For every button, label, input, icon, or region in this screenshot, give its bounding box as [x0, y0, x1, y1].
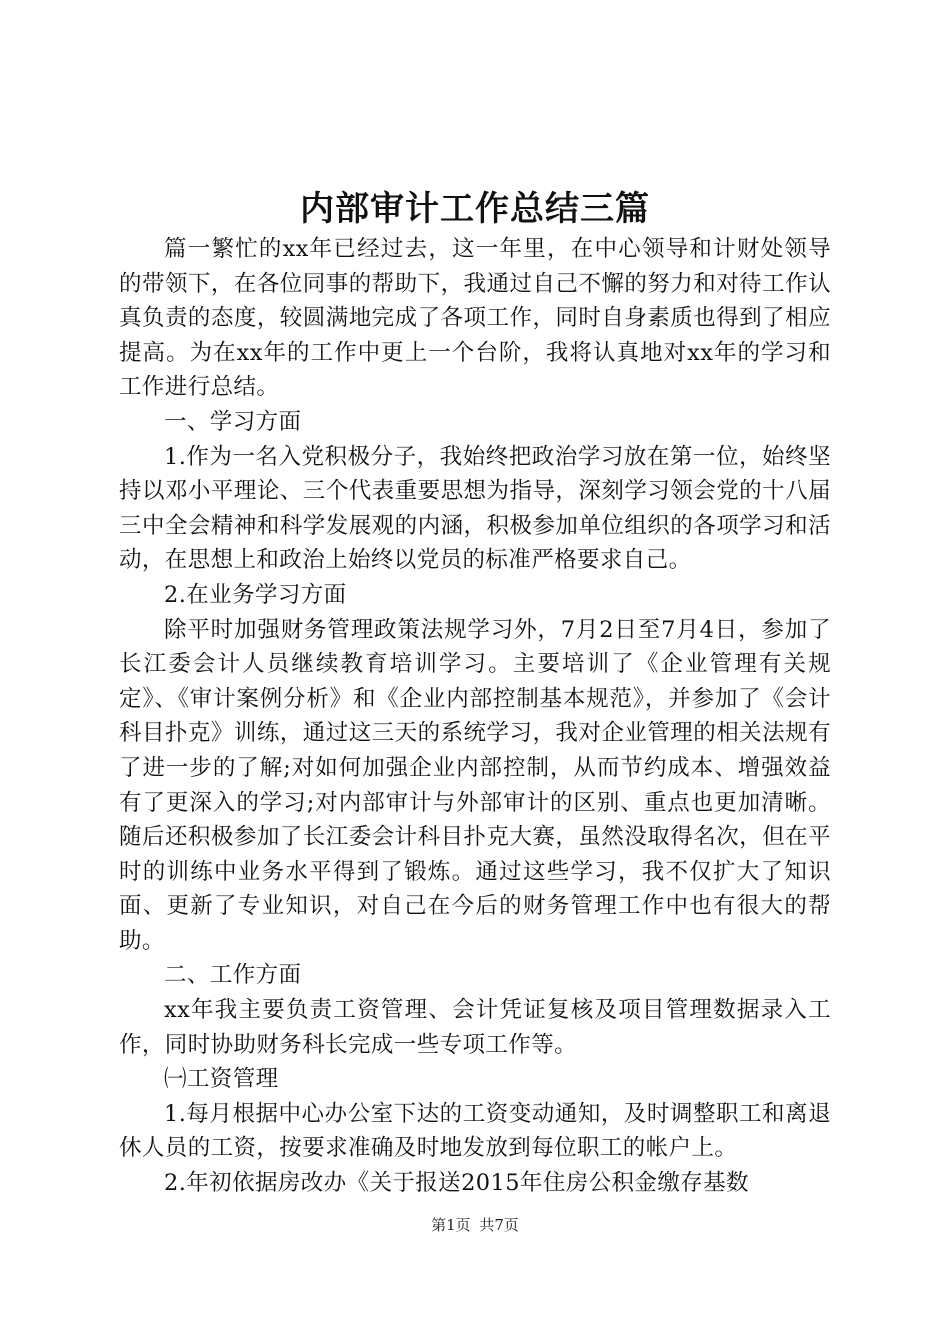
- paragraph-housing-fund: 2.年初依据房改办《关于报送2015年住房公积金缴存基数: [164, 1170, 749, 1197]
- page-total: 共7页: [479, 1216, 519, 1234]
- paragraph-political-study: 1.作为一名入党积极分子，我始终把政治学习放在第一位，始终坚持以邓小平理论、三个代表重要思想为指导，深刻学习领会党的十八届三中全会精神和科学发展观的内涵，积极参加单位组织的各项学习和活动，在思想上和政治上始终以党员的标准严格要求自己。: [119, 443, 831, 574]
- paragraph-salary-adjustment: 1.每月根据中心办公室下达的工资变动通知，及时调整职工和离退休人员的工资，按要求准确及时地发放到每位职工的帐户上。: [119, 1100, 831, 1162]
- paragraph-work-duties: xx年我主要负责工资管理、会计凭证复核及项目管理数据录入工作，同时协助财务科长完成一些专项工作等。: [119, 997, 831, 1058]
- section-heading-study: 一、学习方面: [164, 408, 302, 435]
- document-title: 内部审计工作总结三篇: [300, 189, 650, 229]
- subheading-salary-management: ㈠工资管理: [164, 1066, 279, 1093]
- document-body: [119, 232, 831, 1201]
- paragraph-intro: 篇一繁忙的xx年已经过去，这一年里，在中心领导和计财处领导的带领下，在各位同事的帮助下，我通过自己不懈的努力和对待工作认真负责的态度，较圆满地完成了各项工作，同时自身素质也得到了相应提高。为在xx年的工作中更上一个台阶，我将认真地对xx年的学习和工作进行总结。: [119, 236, 831, 401]
- page-number: 第1页: [431, 1216, 471, 1234]
- paragraph-training: 除平时加强财务管理政策法规学习外，7月2日至7月4日，参加了长江委会计人员继续教育培训学习。主要培训了《企业管理有关规定》、《审计案例分析》和《企业内部控制基本规范》，并参加了《会计科目扑克》训练，通过这三天的系统学习，我对企业管理的相关法规有了进一步的了解;对如何加强企业内部控制，从而节约成本、增强效益有了更深入的学习;对内部审计与外部审计的区别、重点也更加清晰。随后还积极参加了长江委会计科目扑克大赛，虽然没取得名次，但在平时的训练中业务水平得到了锻炼。通过这些学习，我不仅扩大了知识面、更新了专业知识，对自己在今后的财务管理工作中也有很大的帮助。: [119, 616, 831, 954]
- page-footer: [0, 1214, 950, 1236]
- section-heading-work: 二、工作方面: [164, 962, 302, 989]
- subheading-business-study: 2.在业务学习方面: [164, 581, 347, 608]
